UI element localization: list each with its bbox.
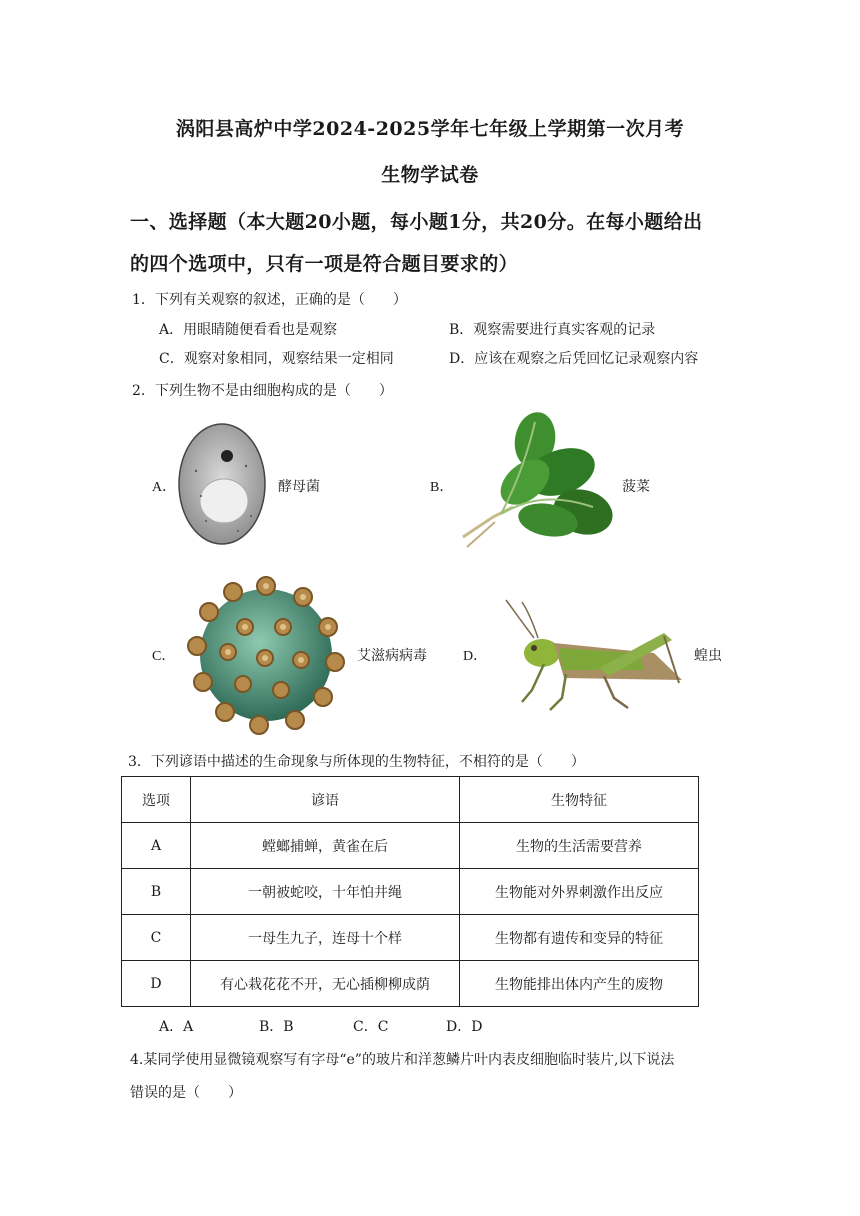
question-3-option-c: C．C [353, 1019, 389, 1035]
question-2-option-b-letter: B． [430, 480, 454, 495]
spinach-icon [453, 412, 618, 554]
question-2-option-b-name: 菠菜 [622, 479, 650, 495]
question-3-stem: 3．下列谚语中描述的生命现象与所体现的生物特征，不相符的是（ ） [128, 754, 585, 770]
question-2-option-a-letter: A． [152, 480, 177, 495]
section-heading-line2: 的四个选项中，只有一项是符合题目要求的） [130, 253, 519, 275]
question-1-stem: 1．下列有关观察的叙述，正确的是（ ） [132, 292, 407, 308]
grasshopper-icon [504, 598, 694, 718]
table-row [122, 915, 699, 961]
table-cell: 一朝被蛇咬，十年怕井绳 [191, 869, 460, 915]
question-4-stem-line2: 错误的是（ ） [130, 1085, 242, 1101]
table-row [122, 961, 699, 1007]
question-1-option-b: B．观察需要进行真实客观的记录 [449, 322, 656, 338]
table-row [122, 869, 699, 915]
question-4-stem-line1: 4.某同学使用显微镜观察写有字母“e”的玻片和洋葱鳞片叶内表皮细胞临时装片,以下说法 [130, 1052, 675, 1068]
table-cell: 螳螂捕蝉，黄雀在后 [191, 823, 460, 869]
table-cell: 生物都有遗传和变异的特征 [460, 915, 699, 961]
question-1-option-c: C．观察对象相同，观察结果一定相同 [159, 351, 394, 367]
question-2-option-d-letter: D． [463, 649, 488, 664]
question-1-option-d: D．应该在观察之后凭回忆记录观察内容 [449, 351, 699, 367]
table-cell: C [122, 915, 191, 961]
section-heading-line1: 一、选择题（本大题20小题，每小题1分，共20分。在每小题给出 [130, 211, 703, 233]
table-header-row [122, 777, 699, 823]
question-1-option-a: A．用眼睛随便看看也是观察 [159, 322, 338, 338]
table-cell: 生物能排出体内产生的废物 [460, 961, 699, 1007]
table-cell: 生物能对外界刺激作出反应 [460, 869, 699, 915]
table-cell: B [122, 869, 191, 915]
exam-title-line1: 涡阳县高炉中学2024-2025学年七年级上学期第一次月考 [175, 118, 685, 140]
question-2-option-c-name: 艾滋病病毒 [357, 648, 427, 664]
question-2-option-a-name: 酵母菌 [278, 479, 320, 495]
question-2-stem: 2．下列生物不是由细胞构成的是（ ） [132, 383, 393, 399]
table-header-cell: 谚语 [191, 777, 460, 823]
table-cell: 有心栽花花不开，无心插柳柳成荫 [191, 961, 460, 1007]
table-cell: 一母生九子，连母十个样 [191, 915, 460, 961]
table-header-cell: 生物特征 [460, 777, 699, 823]
question-3-option-d: D．D [446, 1019, 483, 1035]
table-header-cell: 选项 [122, 777, 191, 823]
proverb-table [121, 776, 699, 1007]
virus-icon [183, 572, 349, 738]
table-row [122, 823, 699, 869]
exam-title-line2: 生物学试卷 [381, 164, 479, 186]
question-3-option-b: B．B [259, 1019, 294, 1035]
question-2-option-c-letter: C． [152, 649, 176, 664]
table-cell: 生物的生活需要营养 [460, 823, 699, 869]
table-cell: D [122, 961, 191, 1007]
table-cell: A [122, 823, 191, 869]
question-2-option-d-name: 蝗虫 [694, 648, 722, 664]
yeast-cell-icon [176, 421, 268, 547]
question-3-option-a: A．A [159, 1019, 194, 1035]
